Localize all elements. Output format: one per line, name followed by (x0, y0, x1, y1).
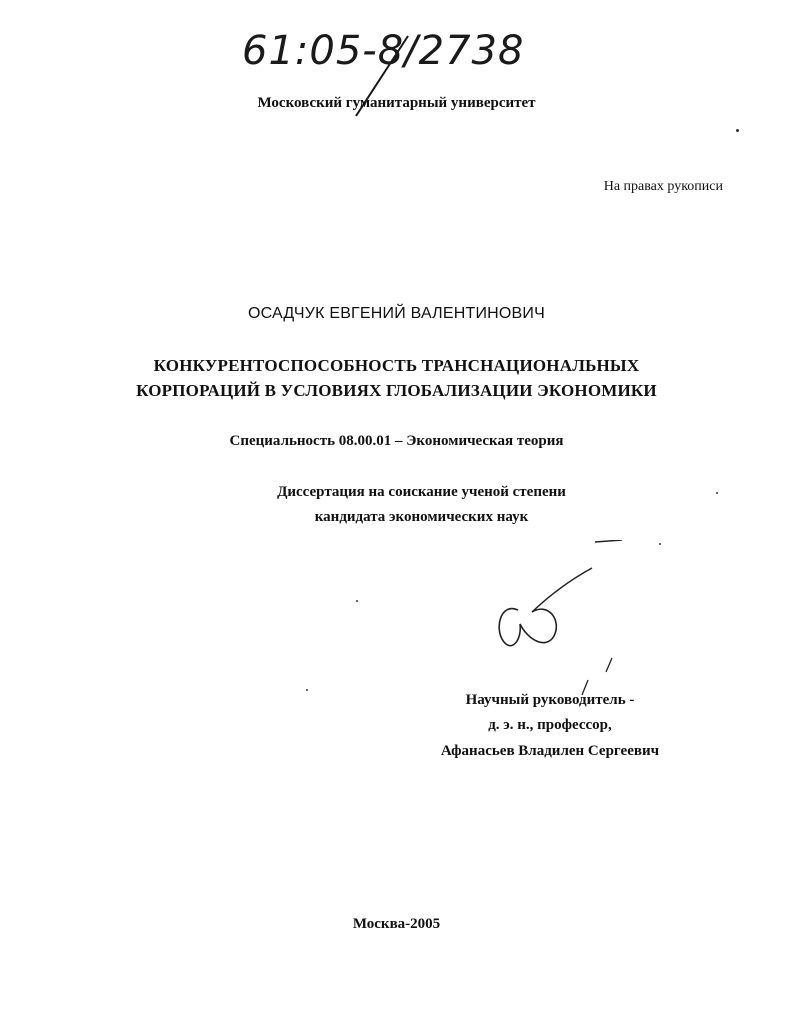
supervisor-role: Научный руководитель - (465, 692, 635, 708)
author-name: ОСАДЧУК ЕВГЕНИЙ ВАЛЕНТИНОВИЧ (247, 305, 545, 322)
archive-mark-handwriting (238, 18, 528, 84)
scan-speck (716, 492, 718, 494)
signature-loop (499, 609, 556, 646)
scan-speck (736, 129, 739, 132)
signature-stroke-long (532, 568, 592, 612)
university-name: Московский гуманитарный университет (257, 95, 536, 111)
signature (470, 540, 660, 710)
signature-drawing (470, 540, 660, 710)
dissertation-line-1: Диссертация на соискание ученой степени (277, 484, 566, 500)
supervisor-name: Афанасьев Владилен Сергеевич (440, 743, 660, 759)
scan-speck (306, 689, 308, 691)
rights-note: На правах рукописи (603, 179, 723, 194)
speciality: Специальность 08.00.01 – Экономическая теория (229, 433, 564, 449)
scan-speck (356, 600, 358, 602)
scan-speck (659, 543, 661, 545)
city-year: Москва-2005 (352, 916, 441, 932)
dissertation-line-2: кандидата экономических наук (314, 509, 529, 525)
signature-tick (606, 658, 612, 672)
supervisor-degree: д. э. н., профессор, (488, 717, 612, 733)
archive-mark-text: 61:05-8/2738 (242, 28, 525, 74)
signature-dash (595, 540, 622, 542)
thesis-title-line-1: КОНКУРЕНТОСПОСОБНОСТЬ ТРАНСНАЦИОНАЛЬНЫХ (153, 356, 640, 375)
thesis-title-line-2: КОРПОРАЦИЙ В УСЛОВИЯХ ГЛОБАЛИЗАЦИИ ЭКОНОМИКИ (136, 381, 657, 400)
archive-mark (238, 18, 528, 84)
